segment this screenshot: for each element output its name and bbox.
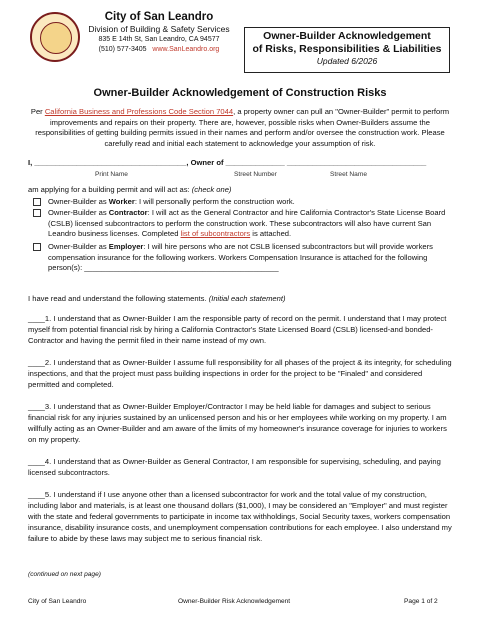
- statement-4[interactable]: ____4. I understand that as Owner-Builder as General Contractor, I am responsible for supervising, scheduling, and paying licensed subcontractors.: [28, 457, 441, 477]
- footer-page-number: Page 1 of 2: [404, 598, 438, 605]
- subcontractors-list-link[interactable]: list of subcontractors: [180, 229, 251, 238]
- intro-pre: Per: [30, 107, 45, 116]
- code-section-link[interactable]: California Business and Professions Code Section 7044: [44, 107, 234, 116]
- role-employer: Employer: [108, 242, 144, 251]
- intro-paragraph: [28, 107, 452, 149]
- org-block: [86, 10, 232, 55]
- statement-2[interactable]: ____2. I understand that as Owner-Builder I assume full responsibility for all phases of the project & its integrity, for scheduling inspections, and that the project must pass building inspections in order for the project to be "Finaled" and considered permitted and completed.: [28, 358, 452, 389]
- employer-checkbox[interactable]: [33, 243, 41, 251]
- continued-note: (continued on next page): [28, 571, 101, 578]
- role-worker: Worker: [108, 197, 135, 206]
- box-title-line-2: of Risks, Responsibilities & Liabilities: [252, 43, 442, 55]
- intro-post: , a property owner can pull an "Owner-Builder" permit to perform improvements and repairs on their property. There are, however, possible risks when Owner-Builders assume the responsibilities of getting building permits issued in their names and perform and/or oversee the construction work. Please carefully read and initial each statement to acknowledge your assumption of risk.: [35, 107, 450, 148]
- read-understand-text: I have read and understand the following statements. (Initial each statement): [28, 294, 286, 303]
- owner-line-prefix: I, ____________________________________, Owner of ______________ _________________________________: [28, 158, 427, 167]
- org-website-link[interactable]: www.SanLeandro.org: [152, 46, 220, 53]
- applying-as-text: [28, 185, 231, 194]
- footer-center: Owner-Builder Risk Acknowledgement: [178, 598, 291, 605]
- role-contractor: Contractor: [108, 208, 148, 217]
- org-name: City of San Leandro: [104, 11, 214, 23]
- initial-hint: (Initial each statement): [208, 294, 286, 303]
- applying-text: am applying for a building permit and will act as:: [28, 185, 192, 194]
- city-seal-logo: [30, 12, 80, 62]
- option-worker[interactable]: Owner-Builder as Worker: I will personally perform the construction work.: [33, 197, 455, 208]
- title-box: [244, 27, 450, 73]
- footer-left: City of San Leandro: [28, 598, 87, 605]
- division-name: Division of Building & Safety Services: [88, 24, 230, 34]
- print-name-label: Print Name: [95, 171, 128, 178]
- statement-5[interactable]: ____5. I understand if I use anyone other than a licensed subcontractor for work and the total value of my construction, including labor and materials, is at least one thousand dollars ($1,000), I may be considered an "Employer" and must register with the state and federal governments to participate in income tax withholdings, Social Security taxes, workers compensation insurance, disability insurance costs, and unemployment compensation contributions for each employee. I also understand my failure to abide by these laws may subject me to serious financial risk.: [28, 490, 452, 543]
- option-employer[interactable]: Owner-Builder as Employer: I will hire persons who are not CSLB licensed subcontractors but will provide workers compensation insurance for the following workers. Workers Compensation Insurance is attached for the following person(s): ______________________________________________: [33, 242, 455, 274]
- street-number-label: Street Number: [234, 171, 277, 178]
- org-address: 835 E 14th St, San Leandro, CA 94577: [98, 36, 220, 43]
- updated-date: Updated 6/2026: [316, 56, 378, 66]
- org-phone: (510) 577-3405: [98, 46, 147, 53]
- contractor-checkbox[interactable]: [33, 209, 41, 217]
- worker-checkbox[interactable]: [33, 198, 41, 206]
- street-name-label: Street Name: [330, 171, 368, 178]
- option-contractor[interactable]: Owner-Builder as Contractor: I will act as the General Contractor and hire California Contractor's State License Board (CSLB) licensed subcontractors to perform the construction work. These subcontractors will also have current San Leandro business licenses. Completed list of subcontractors is attached.: [33, 208, 455, 240]
- org-contact: [86, 45, 232, 55]
- applying-hint: (check one): [191, 185, 232, 194]
- document-title: Owner-Builder Acknowledgement of Construction Risks: [93, 87, 387, 99]
- owner-name-line[interactable]: [28, 158, 426, 167]
- statement-3[interactable]: ____3. I understand that as Owner-Builder Employer/Contractor I may be held liable for damages and subject to serious financial risk for any injuries sustained by an unlicensed person and his or her employees while working on my property. I am willfully acting as an Owner-Builder and am aware of the limits of my homeowner's insurance coverage for injuries to workers on my property.: [28, 402, 447, 444]
- box-title-line-1: Owner-Builder Acknowledgement: [263, 30, 431, 42]
- statement-1[interactable]: ____1. I understand that as Owner-Builder I am the responsible party of record on the permit. I understand that I may protect myself from potential financial risk by hiring a California Contractor's State Licensed Board (CSLB) licensed-and bonded-Contractor and having the permit filed in their name instead of my own.: [28, 314, 447, 345]
